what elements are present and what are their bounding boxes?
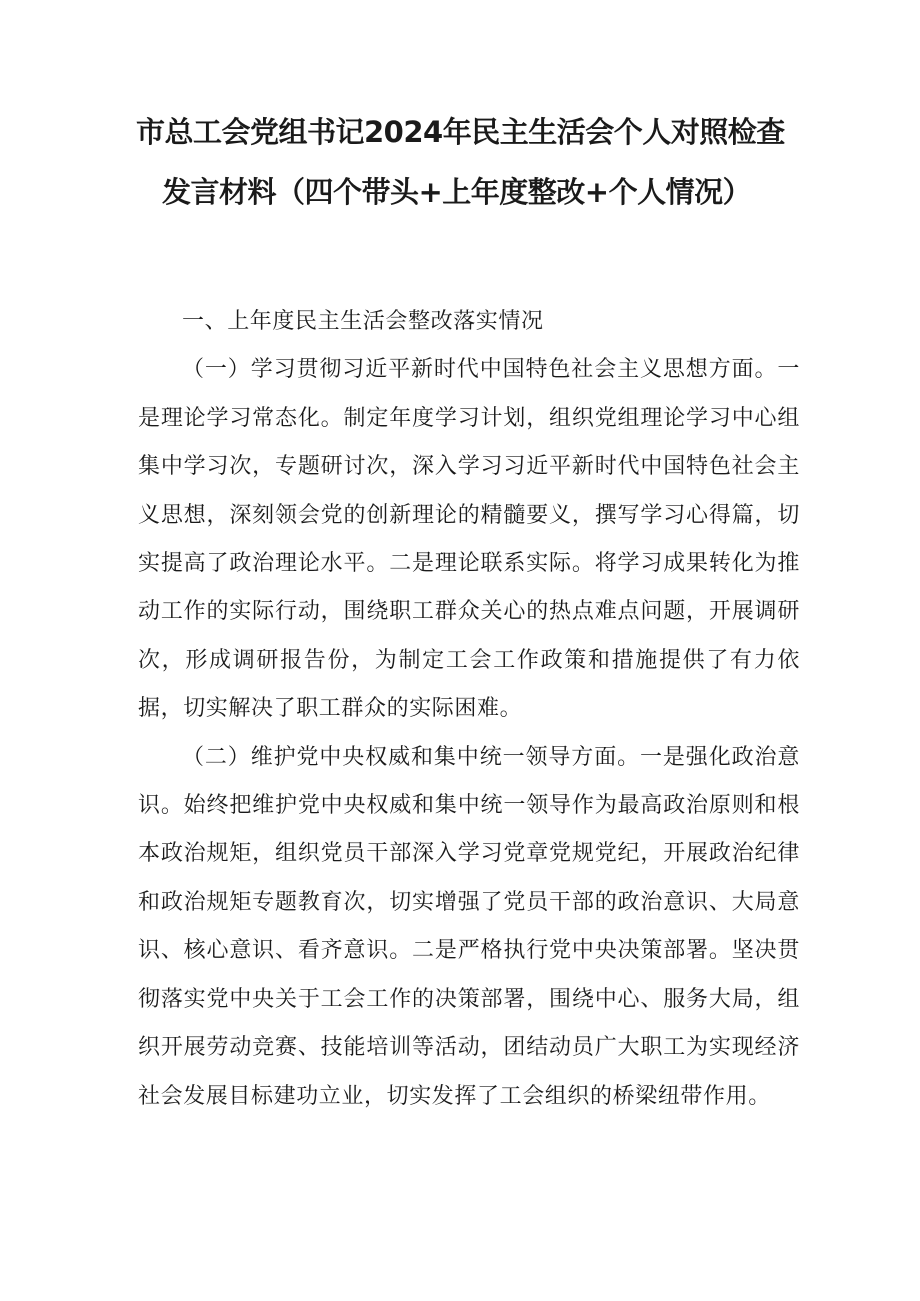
document-title-line-2: 发言材料（四个带头+上年度整改+个人情况） [162, 175, 752, 209]
section-heading: 一、上年度民主生活会整改落实情况 [182, 309, 544, 334]
body-paragraph: （二）维护党中央权威和集中统一领导方面。一是强化政治意识。始终把维护党中央权威和集中统一领导作为最高政治原则和根本政治规矩，组织党员干部深入学习党章党规党纪，开展政治纪律和政治规矩专题教育次，切实增强了党员干部的政治意识、大局意识、核心意识、看齐意识。二是严格执行党中央决策部署。坚决贯彻落实党中央关于工会工作的决策部署，围绕中心、服务大局，组织开展劳动竞赛、技能培训等活动，团结动员广大职工为实现经济社会发展目标建功立业，切实发挥了工会组织的桥梁纽带作用。 [138, 744, 800, 1109]
document-body [138, 298, 800, 1121]
document-title-line-1: 市总工会党组书记2024年民主生活会个人对照检查 [136, 115, 785, 149]
body-paragraph: （一）学习贯彻习近平新时代中国特色社会主义思想方面。一是理论学习常态化。制定年度学习计划，组织党组理论学习中心组集中学习次，专题研讨次，深入学习习近平新时代中国特色社会主义思想，深刻领会党的创新理论的精髓要义，撰写学习心得篇，切实提高了政治理论水平。二是理论联系实际。将学习成果转化为推动工作的实际行动，围绕职工群众关心的热点难点问题，开展调研次，形成调研报告份，为制定工会工作政策和措施提供了有力依据，切实解决了职工群众的实际困难。 [138, 357, 800, 722]
